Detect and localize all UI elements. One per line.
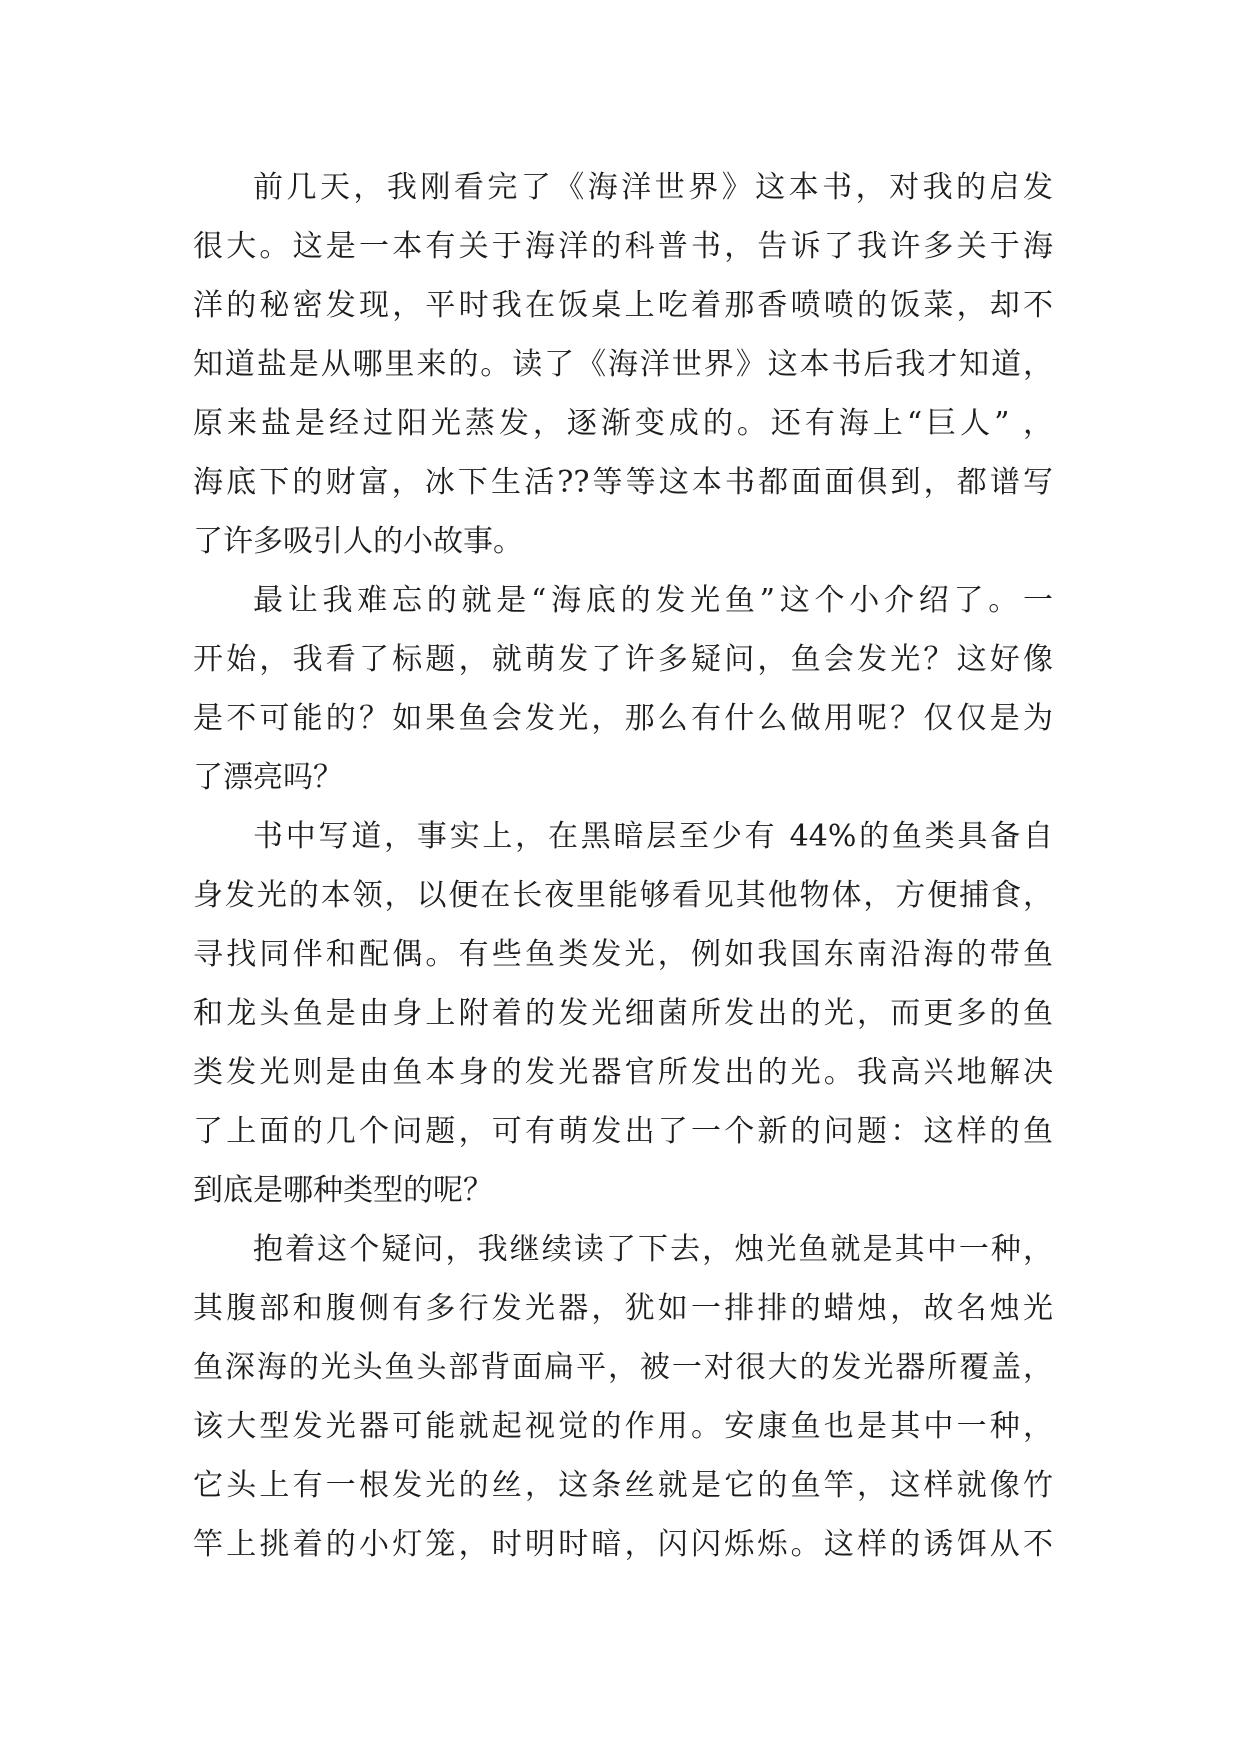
paragraph-2 [193, 571, 1053, 807]
text-line: 类发光则是由鱼本身的发光器官所发出的光。我高兴地解决 [193, 1055, 1053, 1090]
text-line: 开始，我看了标题，就萌发了许多疑问，鱼会发光？这好像 [193, 642, 1053, 677]
text-line: 很大。这是一本有关于海洋的科普书，告诉了我许多关于海 [193, 229, 1053, 264]
text-line: 和龙头鱼是由身上附着的发光细菌所发出的光，而更多的鱼 [193, 996, 1053, 1031]
text-line: 是不可能的？如果鱼会发光，那么有什么做用呢？仅仅是为 [193, 701, 1053, 736]
text-line: 洋的秘密发现，平时我在饭桌上吃着那香喷喷的饭菜，却不 [193, 288, 1053, 323]
text-line: 竿上挑着的小灯笼，时明时暗，闪闪烁烁。这样的诱饵从不 [193, 1527, 1053, 1562]
text-line: 鱼深海的光头鱼头部背面扁平，被一对很大的发光器所覆盖， [193, 1350, 1053, 1385]
text-line: 寻找同伴和配偶。有些鱼类发光，例如我国东南沿海的带鱼 [193, 937, 1053, 972]
text-line: 最让我难忘的就是“海底的发光鱼”这个小介绍了。一 [253, 583, 1053, 618]
paragraph-3 [193, 807, 1053, 1220]
text-line: 身发光的本领，以便在长夜里能够看见其他物体，方便捕食， [193, 878, 1053, 913]
article-body [193, 158, 1053, 1574]
text-line: 了许多吸引人的小故事。 [193, 524, 523, 559]
text-line: 知道盐是从哪里来的。读了《海洋世界》这本书后我才知道， [193, 347, 1053, 382]
text-line: 书中写道，事实上，在黑暗层至少有 44%的鱼类具备自 [253, 819, 1053, 854]
text-line: 了漂亮吗？ [193, 760, 343, 795]
text-line: 了上面的几个问题，可有萌发出了一个新的问题：这样的鱼 [193, 1114, 1053, 1149]
text-line: 它头上有一根发光的丝，这条丝就是它的鱼竿，这样就像竹 [193, 1468, 1053, 1503]
text-line: 到底是哪种类型的呢？ [193, 1173, 493, 1208]
paragraph-4 [193, 1220, 1053, 1574]
text-line: 该大型发光器可能就起视觉的作用。安康鱼也是其中一种， [193, 1409, 1053, 1444]
text-line: 前几天，我刚看完了《海洋世界》这本书，对我的启发 [253, 170, 1053, 205]
text-line: 其腹部和腹侧有多行发光器，犹如一排排的蜡烛，故名烛光 [193, 1291, 1053, 1326]
paragraph-1 [193, 158, 1053, 571]
text-line: 原来盐是经过阳光蒸发，逐渐变成的。还有海上“巨人” ， [193, 406, 1053, 441]
text-line: 抱着这个疑问，我继续读了下去，烛光鱼就是其中一种， [253, 1232, 1053, 1267]
text-line: 海底下的财富，冰下生活??等等这本书都面面俱到，都谱写 [193, 465, 1053, 500]
